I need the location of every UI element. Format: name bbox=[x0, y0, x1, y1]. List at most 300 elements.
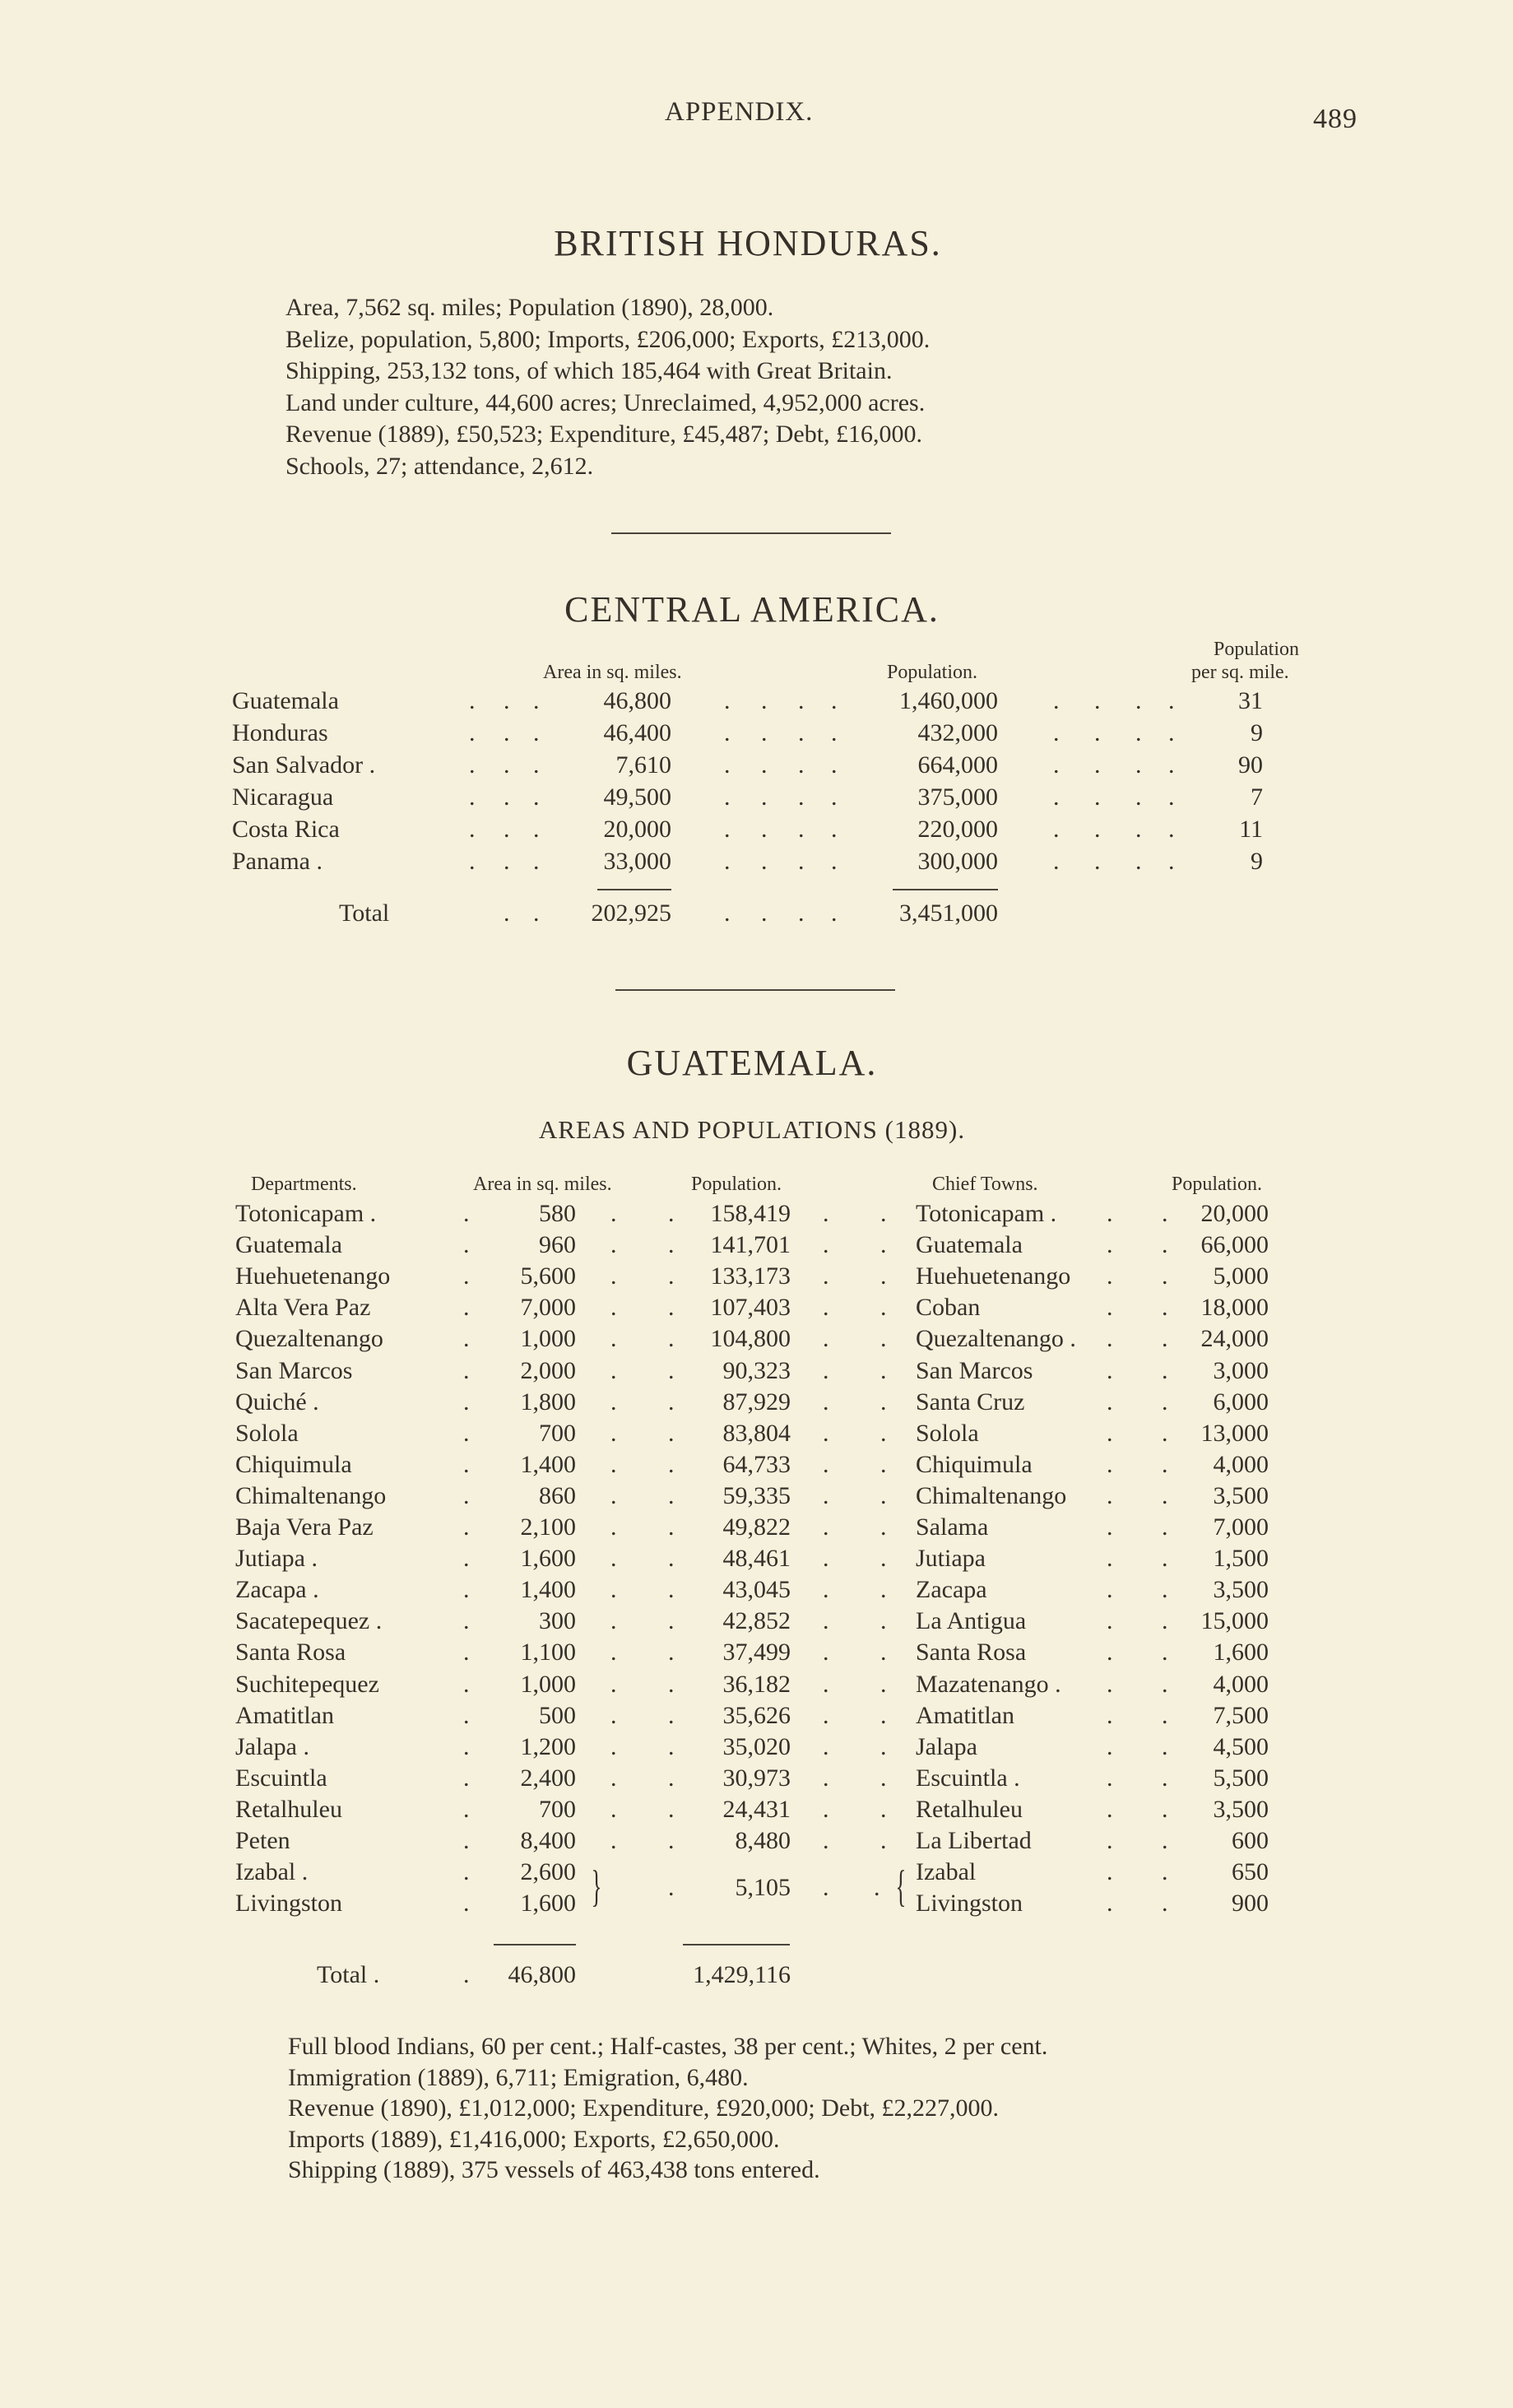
department-name: Chiquimula bbox=[235, 1450, 352, 1478]
chief-town-name: Retalhuleu bbox=[916, 1795, 1023, 1823]
leader-dot: . bbox=[668, 1356, 675, 1384]
department-area: 1,200 bbox=[520, 1732, 576, 1760]
leader-dot: . bbox=[610, 1450, 617, 1478]
leader-dot: . bbox=[880, 1450, 887, 1478]
leader-dot: . bbox=[668, 1231, 675, 1259]
leader-dot: . bbox=[823, 1639, 829, 1667]
country-name: Costa Rica bbox=[232, 816, 340, 843]
leader-dot: . bbox=[504, 751, 510, 779]
leader-dot: . bbox=[1162, 1294, 1168, 1322]
leader-dot: . bbox=[823, 1576, 829, 1604]
department-population: 133,173 bbox=[710, 1262, 791, 1290]
leader-dot: . bbox=[1053, 783, 1060, 811]
chief-town-population: 7,000 bbox=[1213, 1513, 1269, 1541]
leader-dot: . bbox=[668, 1639, 675, 1667]
note-line: Full blood Indians, 60 per cent.; Half-castes, 38 per cent.; Whites, 2 per cent. bbox=[288, 2033, 1048, 2060]
department-area: 1,600 bbox=[520, 1545, 576, 1573]
leader-dot: . bbox=[1107, 1639, 1113, 1667]
department-population: 36,182 bbox=[722, 1670, 791, 1698]
department-population: 141,701 bbox=[710, 1231, 791, 1259]
leader-dot: . bbox=[1135, 751, 1142, 779]
leader-dot: . bbox=[1162, 1858, 1168, 1886]
col-header-density-1: Population bbox=[1214, 639, 1300, 660]
leader-dot: . bbox=[1107, 1294, 1113, 1322]
leader-dot: . bbox=[823, 1701, 829, 1729]
country-density: 31 bbox=[1238, 687, 1263, 714]
total-rule bbox=[494, 1944, 576, 1945]
department-area: 1,000 bbox=[520, 1670, 576, 1698]
leader-dot: . bbox=[610, 1764, 617, 1792]
leader-dot: . bbox=[463, 1961, 470, 1988]
leader-dot: . bbox=[463, 1419, 470, 1447]
leader-dot: . bbox=[831, 848, 838, 875]
department-population: 24,431 bbox=[722, 1795, 791, 1823]
leader-dot: . bbox=[533, 751, 540, 779]
guatemala-subtitle: AREAS AND POPULATIONS (1889). bbox=[538, 1115, 966, 1144]
chief-town-population: 600 bbox=[1232, 1827, 1269, 1854]
bracket-right: } bbox=[591, 1862, 602, 1911]
department-area: 8,400 bbox=[520, 1827, 576, 1854]
leader-dot: . bbox=[463, 1262, 470, 1290]
bracket-left: { bbox=[895, 1862, 907, 1911]
department-area: 860 bbox=[539, 1481, 576, 1509]
leader-dot: . bbox=[823, 1545, 829, 1573]
country-area: 7,610 bbox=[615, 751, 671, 779]
department-area: 1,000 bbox=[520, 1325, 576, 1353]
department-area: 2,400 bbox=[520, 1764, 576, 1792]
country-population: 664,000 bbox=[917, 751, 998, 779]
department-name: Alta Vera Paz bbox=[235, 1294, 371, 1322]
leader-dot: . bbox=[880, 1356, 887, 1384]
chief-town-name: Huehuetenango bbox=[916, 1262, 1071, 1290]
leader-dot: . bbox=[463, 1356, 470, 1384]
chief-town-name: Zacapa bbox=[916, 1576, 987, 1604]
leader-dot: . bbox=[610, 1827, 617, 1854]
leader-dot: . bbox=[668, 1294, 675, 1322]
leader-dot: . bbox=[463, 1294, 470, 1322]
leader-dot: . bbox=[668, 1200, 675, 1227]
chief-town-population: 4,000 bbox=[1213, 1450, 1269, 1478]
leader-dot: . bbox=[880, 1701, 887, 1729]
note-line: Shipping (1889), 375 vessels of 463,438 tons entered. bbox=[288, 2156, 820, 2183]
leader-dot: . bbox=[880, 1513, 887, 1541]
country-density: 9 bbox=[1251, 848, 1263, 875]
leader-dot: . bbox=[1162, 1890, 1168, 1918]
leader-dot: . bbox=[1107, 1450, 1113, 1478]
leader-dot: . bbox=[1094, 719, 1101, 746]
leader-dot: . bbox=[668, 1576, 675, 1604]
leader-dot: . bbox=[1107, 1545, 1113, 1573]
chief-town-population: 18,000 bbox=[1200, 1294, 1269, 1322]
col-header-area: Area in sq. miles. bbox=[473, 1174, 612, 1195]
leader-dot: . bbox=[668, 1874, 675, 1902]
country-area: 46,400 bbox=[603, 719, 671, 746]
leader-dot: . bbox=[504, 816, 510, 843]
leader-dot: . bbox=[823, 1419, 829, 1447]
leader-dot: . bbox=[880, 1795, 887, 1823]
leader-dot: . bbox=[761, 687, 768, 714]
leader-dot: . bbox=[724, 719, 731, 746]
note-line: Revenue (1890), £1,012,000; Expenditure, £920,000; Debt, £2,227,000. bbox=[288, 2094, 1000, 2122]
leader-dot: . bbox=[610, 1388, 617, 1416]
leader-dot: . bbox=[463, 1858, 470, 1886]
leader-dot: . bbox=[668, 1827, 675, 1854]
chief-town-name: Amatitlan bbox=[916, 1701, 1014, 1729]
chief-town-population: 13,000 bbox=[1200, 1419, 1269, 1447]
leader-dot: . bbox=[463, 1732, 470, 1760]
leader-dot: . bbox=[1162, 1262, 1168, 1290]
page-number: 489 bbox=[1313, 104, 1358, 134]
leader-dot: . bbox=[610, 1639, 617, 1667]
leader-dot: . bbox=[823, 1481, 829, 1509]
leader-dot: . bbox=[463, 1764, 470, 1792]
leader-dot: . bbox=[1107, 1701, 1113, 1729]
chief-town-population: 24,000 bbox=[1200, 1325, 1269, 1353]
total-rule bbox=[683, 1944, 790, 1945]
department-name: Peten bbox=[235, 1827, 290, 1854]
leader-dot: . bbox=[1107, 1795, 1113, 1823]
leader-dot: . bbox=[1094, 751, 1101, 779]
guatemala-notes bbox=[288, 2031, 1047, 2186]
leader-dot: . bbox=[533, 848, 540, 875]
leader-dot: . bbox=[610, 1231, 617, 1259]
department-name: Zacapa . bbox=[235, 1576, 319, 1604]
chief-town-population: 900 bbox=[1232, 1890, 1269, 1918]
chief-town-population: 5,000 bbox=[1213, 1262, 1269, 1290]
leader-dot: . bbox=[463, 1827, 470, 1854]
department-name: Escuintla bbox=[235, 1764, 327, 1792]
leader-dot: . bbox=[1162, 1200, 1168, 1227]
leader-dot: . bbox=[880, 1639, 887, 1667]
leader-dot: . bbox=[1162, 1231, 1168, 1259]
department-population: 64,733 bbox=[722, 1450, 791, 1478]
leader-dot: . bbox=[1135, 719, 1142, 746]
total-area: 46,800 bbox=[508, 1961, 576, 1988]
chief-town-name: Quezaltenango . bbox=[916, 1325, 1076, 1353]
leader-dot: . bbox=[831, 687, 838, 714]
department-name: Livingston bbox=[235, 1890, 343, 1918]
leader-dot: . bbox=[880, 1388, 887, 1416]
stat-line: Land under culture, 44,600 acres; Unreclaimed, 4,952,000 acres. bbox=[285, 388, 926, 416]
leader-dot: . bbox=[668, 1732, 675, 1760]
leader-dot: . bbox=[1107, 1890, 1113, 1918]
department-population: 107,403 bbox=[710, 1294, 791, 1322]
leader-dot: . bbox=[761, 751, 768, 779]
leader-dot: . bbox=[1107, 1262, 1113, 1290]
leader-dot: . bbox=[831, 751, 838, 779]
leader-dot: . bbox=[668, 1325, 675, 1353]
country-population: 375,000 bbox=[917, 783, 998, 811]
department-population: 35,626 bbox=[722, 1701, 791, 1729]
note-line: Imports (1889), £1,416,000; Exports, £2,650,000. bbox=[288, 2125, 780, 2153]
leader-dot: . bbox=[1135, 848, 1142, 875]
leader-dot: . bbox=[880, 1294, 887, 1322]
department-name: Solola bbox=[235, 1419, 299, 1447]
department-population: 87,929 bbox=[722, 1388, 791, 1416]
leader-dot: . bbox=[610, 1262, 617, 1290]
department-area: 7,000 bbox=[520, 1294, 576, 1322]
leader-dot: . bbox=[504, 848, 510, 875]
department-population: 42,852 bbox=[722, 1607, 791, 1635]
leader-dot: . bbox=[610, 1545, 617, 1573]
leader-dot: . bbox=[668, 1513, 675, 1541]
leader-dot: . bbox=[761, 719, 768, 746]
section-divider bbox=[611, 532, 891, 534]
leader-dot: . bbox=[798, 751, 805, 779]
col-header-population: Population. bbox=[691, 1174, 782, 1195]
department-population: 35,020 bbox=[722, 1732, 791, 1760]
leader-dot: . bbox=[1168, 848, 1175, 875]
department-name: Santa Rosa bbox=[235, 1639, 346, 1667]
department-population: 37,499 bbox=[722, 1639, 791, 1667]
country-population: 432,000 bbox=[917, 719, 998, 746]
leader-dot: . bbox=[610, 1732, 617, 1760]
leader-dot: . bbox=[668, 1701, 675, 1729]
country-area: 20,000 bbox=[603, 816, 671, 843]
total-label: Total . bbox=[317, 1961, 380, 1988]
leader-dot: . bbox=[533, 687, 540, 714]
col-header-town-population: Population. bbox=[1172, 1174, 1263, 1195]
leader-dot: . bbox=[823, 1874, 829, 1902]
leader-dot: . bbox=[463, 1576, 470, 1604]
leader-dot: . bbox=[880, 1481, 887, 1509]
chief-town-population: 3,000 bbox=[1213, 1356, 1269, 1384]
leader-dot: . bbox=[1107, 1827, 1113, 1854]
leader-dot: . bbox=[798, 783, 805, 811]
chief-town-name: Santa Cruz bbox=[916, 1388, 1025, 1416]
chief-town-name: Jutiapa bbox=[916, 1545, 986, 1573]
department-name: Suchitepequez bbox=[235, 1670, 379, 1698]
department-area: 1,800 bbox=[520, 1388, 576, 1416]
department-name: Retalhuleu bbox=[235, 1795, 342, 1823]
department-area: 2,600 bbox=[520, 1858, 576, 1886]
leader-dot: . bbox=[533, 719, 540, 746]
leader-dot: . bbox=[1168, 816, 1175, 843]
leader-dot: . bbox=[798, 719, 805, 746]
col-header-density-2: per sq. mile. bbox=[1191, 662, 1289, 683]
department-area: 1,400 bbox=[520, 1576, 576, 1604]
leader-dot: . bbox=[610, 1513, 617, 1541]
chief-town-name: Jalapa bbox=[916, 1732, 977, 1760]
chief-town-name: La Libertad bbox=[916, 1827, 1032, 1854]
department-name: Quezaltenango bbox=[235, 1325, 383, 1353]
leader-dot: . bbox=[831, 783, 838, 811]
leader-dot: . bbox=[1162, 1481, 1168, 1509]
chief-town-population: 4,500 bbox=[1213, 1732, 1269, 1760]
department-name: Sacatepequez . bbox=[235, 1607, 383, 1635]
leader-dot: . bbox=[1162, 1356, 1168, 1384]
leader-dot: . bbox=[1107, 1356, 1113, 1384]
chief-town-population: 3,500 bbox=[1213, 1795, 1269, 1823]
leader-dot: . bbox=[504, 687, 510, 714]
chief-town-population: 20,000 bbox=[1200, 1200, 1269, 1227]
department-area: 700 bbox=[539, 1795, 576, 1823]
total-population: 3,451,000 bbox=[899, 900, 998, 927]
leader-dot: . bbox=[1168, 783, 1175, 811]
leader-dot: . bbox=[1162, 1325, 1168, 1353]
chief-town-population: 4,000 bbox=[1213, 1670, 1269, 1698]
leader-dot: . bbox=[823, 1732, 829, 1760]
leader-dot: . bbox=[610, 1356, 617, 1384]
leader-dot: . bbox=[1094, 687, 1101, 714]
leader-dot: . bbox=[1162, 1576, 1168, 1604]
department-name: Baja Vera Paz bbox=[235, 1513, 374, 1541]
leader-dot: . bbox=[1162, 1513, 1168, 1541]
department-area: 960 bbox=[539, 1231, 576, 1259]
leader-dot: . bbox=[1107, 1858, 1113, 1886]
leader-dot: . bbox=[1168, 751, 1175, 779]
leader-dot: . bbox=[610, 1419, 617, 1447]
leader-dot: . bbox=[1135, 687, 1142, 714]
leader-dot: . bbox=[610, 1576, 617, 1604]
leader-dot: . bbox=[761, 848, 768, 875]
leader-dot: . bbox=[469, 783, 476, 811]
stat-line: Revenue (1889), £50,523; Expenditure, £45,487; Debt, £16,000. bbox=[285, 421, 923, 448]
department-population: 90,323 bbox=[722, 1356, 791, 1384]
leader-dot: . bbox=[1107, 1388, 1113, 1416]
leader-dot: . bbox=[610, 1325, 617, 1353]
department-population: 43,045 bbox=[722, 1576, 791, 1604]
chief-town-name: Mazatenango . bbox=[916, 1670, 1061, 1698]
leader-dot: . bbox=[1053, 719, 1060, 746]
leader-dot: . bbox=[880, 1419, 887, 1447]
leader-dot: . bbox=[823, 1231, 829, 1259]
leader-dot: . bbox=[761, 816, 768, 843]
col-header-department: Departments. bbox=[251, 1174, 357, 1195]
leader-dot: . bbox=[880, 1200, 887, 1227]
leader-dot: . bbox=[880, 1670, 887, 1698]
stat-line: Area, 7,562 sq. miles; Population (1890), 28,000. bbox=[285, 294, 774, 321]
department-population: 48,461 bbox=[722, 1545, 791, 1573]
leader-dot: . bbox=[668, 1795, 675, 1823]
stat-line: Schools, 27; attendance, 2,612. bbox=[285, 452, 594, 480]
chief-town-name: Solola bbox=[916, 1419, 979, 1447]
leader-dot: . bbox=[823, 1388, 829, 1416]
col-header-chief-towns: Chief Towns. bbox=[932, 1174, 1038, 1195]
leader-dot: . bbox=[668, 1388, 675, 1416]
total-rule bbox=[597, 889, 671, 890]
leader-dot: . bbox=[1107, 1607, 1113, 1635]
leader-dot: . bbox=[1162, 1732, 1168, 1760]
department-name: Jutiapa . bbox=[235, 1545, 318, 1573]
leader-dot: . bbox=[823, 1607, 829, 1635]
leader-dot: . bbox=[463, 1545, 470, 1573]
leader-dot: . bbox=[463, 1231, 470, 1259]
department-population: 158,419 bbox=[710, 1200, 791, 1227]
leader-dot: . bbox=[1094, 816, 1101, 843]
leader-dot: . bbox=[724, 751, 731, 779]
leader-dot: . bbox=[798, 816, 805, 843]
leader-dot: . bbox=[469, 687, 476, 714]
leader-dot: . bbox=[463, 1607, 470, 1635]
leader-dot: . bbox=[1107, 1576, 1113, 1604]
leader-dot: . bbox=[610, 1200, 617, 1227]
leader-dot: . bbox=[823, 1670, 829, 1698]
running-title: APPENDIX. bbox=[665, 97, 814, 127]
leader-dot: . bbox=[1107, 1513, 1113, 1541]
country-population: 220,000 bbox=[917, 816, 998, 843]
leader-dot: . bbox=[880, 1262, 887, 1290]
chief-town-name: Livingston bbox=[916, 1890, 1023, 1918]
leader-dot: . bbox=[1053, 816, 1060, 843]
leader-dot: . bbox=[668, 1670, 675, 1698]
leader-dot: . bbox=[469, 848, 476, 875]
department-area: 1,600 bbox=[520, 1890, 576, 1918]
leader-dot: . bbox=[880, 1325, 887, 1353]
country-area: 46,800 bbox=[603, 687, 671, 714]
country-density: 7 bbox=[1251, 783, 1263, 811]
country-population: 300,000 bbox=[917, 848, 998, 875]
department-area: 1,100 bbox=[520, 1639, 576, 1667]
department-population: 8,480 bbox=[735, 1827, 791, 1854]
leader-dot: . bbox=[504, 719, 510, 746]
leader-dot: . bbox=[1168, 687, 1175, 714]
country-area: 49,500 bbox=[603, 783, 671, 811]
leader-dot: . bbox=[463, 1701, 470, 1729]
leader-dot: . bbox=[463, 1639, 470, 1667]
department-area: 5,600 bbox=[520, 1262, 576, 1290]
country-area: 33,000 bbox=[603, 848, 671, 875]
british-honduras-stats bbox=[285, 292, 930, 482]
chief-town-name: Chiquimula bbox=[916, 1450, 1033, 1478]
leader-dot: . bbox=[761, 783, 768, 811]
country-name: Panama . bbox=[232, 848, 323, 875]
department-name: Guatemala bbox=[235, 1231, 342, 1259]
department-name: Chimaltenango bbox=[235, 1481, 387, 1509]
leader-dot: . bbox=[880, 1732, 887, 1760]
country-name: Guatemala bbox=[232, 687, 339, 714]
leader-dot: . bbox=[1162, 1795, 1168, 1823]
stat-line: Belize, population, 5,800; Imports, £206,000; Exports, £213,000. bbox=[285, 325, 931, 353]
chief-town-population: 650 bbox=[1232, 1858, 1269, 1886]
department-area: 1,400 bbox=[520, 1450, 576, 1478]
department-area: 300 bbox=[539, 1607, 576, 1635]
leader-dot: . bbox=[823, 1294, 829, 1322]
leader-dot: . bbox=[798, 848, 805, 875]
leader-dot: . bbox=[1107, 1419, 1113, 1447]
leader-dot: . bbox=[668, 1607, 675, 1635]
leader-dot: . bbox=[469, 751, 476, 779]
leader-dot: . bbox=[668, 1764, 675, 1792]
leader-dot: . bbox=[798, 900, 805, 927]
leader-dot: . bbox=[1162, 1827, 1168, 1854]
leader-dot: . bbox=[1162, 1607, 1168, 1635]
leader-dot: . bbox=[610, 1670, 617, 1698]
leader-dot: . bbox=[1162, 1764, 1168, 1792]
department-population: 49,822 bbox=[722, 1513, 791, 1541]
leader-dot: . bbox=[831, 900, 838, 927]
leader-dot: . bbox=[823, 1356, 829, 1384]
country-density: 11 bbox=[1239, 816, 1263, 843]
leader-dot: . bbox=[668, 1545, 675, 1573]
leader-dot: . bbox=[880, 1764, 887, 1792]
department-name: Huehuetenango bbox=[235, 1262, 391, 1290]
department-area: 2,100 bbox=[520, 1513, 576, 1541]
leader-dot: . bbox=[668, 1481, 675, 1509]
leader-dot: . bbox=[1135, 783, 1142, 811]
leader-dot: . bbox=[463, 1200, 470, 1227]
leader-dot: . bbox=[1107, 1764, 1113, 1792]
leader-dot: . bbox=[880, 1607, 887, 1635]
leader-dot: . bbox=[880, 1231, 887, 1259]
department-population: 30,973 bbox=[722, 1764, 791, 1792]
leader-dot: . bbox=[761, 900, 768, 927]
chief-town-name: Escuintla . bbox=[916, 1764, 1020, 1792]
department-name: Jalapa . bbox=[235, 1732, 309, 1760]
leader-dot: . bbox=[798, 687, 805, 714]
chief-town-name: Guatemala bbox=[916, 1231, 1023, 1259]
leader-dot: . bbox=[469, 816, 476, 843]
